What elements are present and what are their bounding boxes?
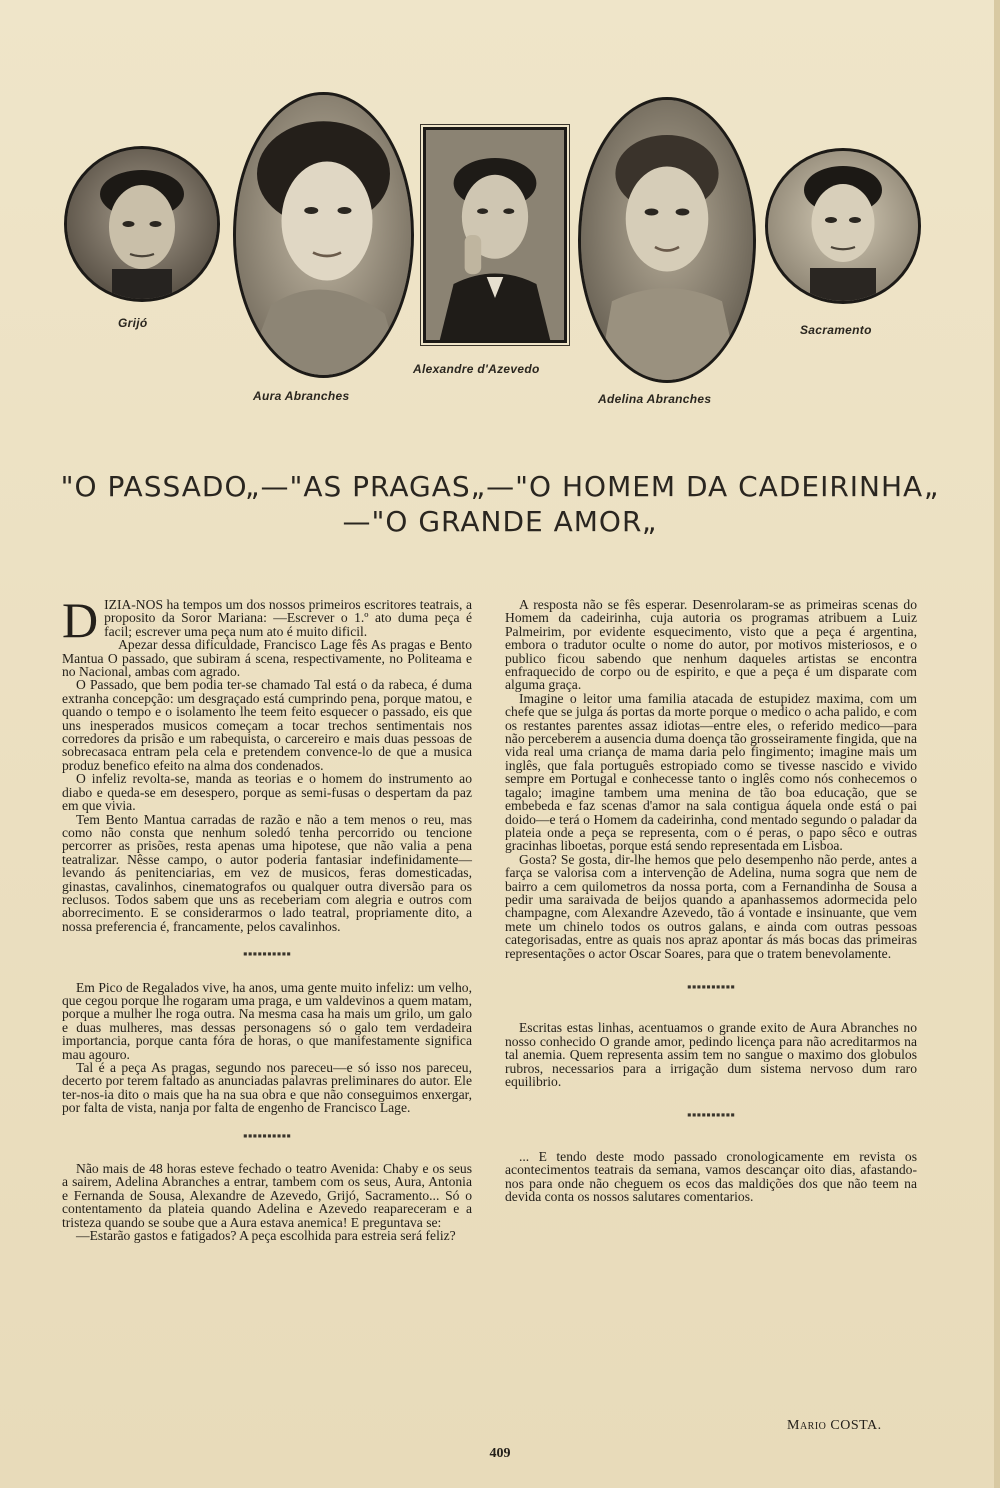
caption-sacramento: Sacramento [800,323,872,337]
left-paragraph-3: O Passado, que bem podia ter-se chamado Tal está o da rabeca, é duma extranha concepção: um desgraçado está cumprindo pena, porque matou, e quando o tempo e o isolamento lhe teem feito esquecer o passado, eis que uns inesperados musicos começam a tocar trechos sentimentais nos corredores da prisão e um rabequista, o carcereiro e mais duas pessoas de sobrecasaca entram pela cela e pretendem convence-lo de que a musica produz benefico efeito na alma dos condenados. [62,677,472,773]
left-paragraph-6: Em Pico de Regalados vive, ha anos, uma gente muito infeliz: um velho, que cegou porque lhe rogaram uma praga, e um valdevinos a quem matam, porque a mulher lhe roga outra. Na mesma casa ha mais um grilo, um galo e duas mulheres, mas dessas personagens só o galo tem verdadeira importancia, porque canta fóra de horas, o que manifestamente significa mau agouro. [62,979,472,1062]
left-paragraph-9: —Estarão gastos e fatigados? A peça escolhida para estreia será feliz? [76,1228,456,1244]
portrait-grijo-photo [67,149,217,299]
page-edge [994,0,1000,1488]
portrait-sacramento [765,148,921,304]
author-signature: Mario COSTA. [787,1418,882,1433]
caption-adelina: Adelina Abranches [598,392,712,406]
portrait-alexandre-photo [426,130,564,340]
portrait-alexandre [423,127,567,343]
caption-aura: Aura Abranches [253,389,350,403]
right-paragraph-5: ... E tendo deste modo passado cronologicamente em revista os acontecimentos teatrais da semana, vamos descançar oito dias, afastando-nos para onde não cheguem os ecos das maldições dos que não teem na devida conta os nossos salutares comentarios. [505,1148,917,1205]
section-separator: ▪▪▪▪▪▪▪▪▪▪ [242,1130,292,1140]
section-separator: ▪▪▪▪▪▪▪▪▪▪ [242,949,292,959]
left-paragraph-2: Apezar dessa dificuldade, Francisco Lage fês As pragas e Bento Mantua O passado, que subiram á scena, respectivamente, no Politeama e no Nacional, ambas com agrado. [62,637,472,680]
left-paragraph-1: DIZIA-NOS ha tempos um dos nossos primeiros escritores teatrais, a proposito da Soror Mariana: —Escrever o 1.º ato duma peça é facil; escrever uma peça num ato é muito dificil. [62,592,472,648]
caption-alexandre: Alexandre d'Azevedo [413,362,540,376]
article-headline-line-2: —"O GRANDE AMOR„ [342,505,658,538]
caption-grijo: Grijó [118,316,148,330]
right-paragraph-1: A resposta não se fês esperar. Desenrolaram-se as primeiras scenas do Homem da cadeirinha, cuja autoria os programas atribuem a Luiz Palmeirim, por evidente esquecimento, visto que a peça é argentina, embora o tradutor oculte o nome do autor, por motivos misteriosos, e o publico ficou sabendo que nenhum daqueles artistas se encontra enfraquecido de corpo ou de espirito, e que a peça é um disparate com alguma graça. [505,597,917,693]
portrait-aura [233,92,414,378]
right-paragraph-3: Gosta? Se gosta, dir-lhe hemos que pelo desempenho não perde, antes a farça se valorisa com a intervenção de Adelina, numa sogra que nem de bairro a cem quilometros da nossa porta, com a Fernandinha de Sousa a pedir uma saraivada de beijos quando a apanhassemos adormecida pelo champagne, com Alexandre Azevedo, tão á vontade e insinuante, que vem mete um chinelo todos os outros galans, e ainda com outras pessoas categorisadas, entre as quais nos apraz apontar ás más bocas das primeiras representações o actor Oscar Soares, para que o tratem benevolamente. [505,851,917,961]
portrait-sacramento-photo [768,151,918,301]
section-separator: ▪▪▪▪▪▪▪▪▪▪ [686,1110,736,1120]
right-paragraph-2: Imagine o leitor uma familia atacada de estupidez maxima, com um chefe que se julga ás portas da morte porque o medico o acha palido, e com os restantes parentes assaz idiotas—entre eles, o referido medico—para não perceberem a ausencia duma doença tão grosseiramente fingida, que na vida real uma criança de mama daria pelo fingimento; imagine mais um inglês, que fala português estropiado como se tivesse nascido e vivido sempre em Portugal e conhecesse tanto o inglês como nós conhecemos o tagalo; imagine tambem uma menina de tão boa educação, que se embebeda e faz scenas d'amor na sala contigua áquela onde está o pai doido—e terá o Homem da cadeirinha, cond mentado segundo o paladar da plateia onde a peça se representa, com o é peras, o papo sêco e outras gracinhas liboetas, porque está sendo representada em Lisboa. [505,690,917,854]
portrait-adelina [578,97,756,383]
right-paragraph-4: Escritas estas linhas, acentuamos o grande exito de Aura Abranches no nosso conhecido O grande amor, pedindo licença para não acreditarmos na tal anemia. Quem representa assim tem no sangue o maximo dos globulos rubros, necessarios para a irrigação dum sistema nervoso dum raro equilibrio. [505,1020,917,1089]
left-paragraph-8: Não mais de 48 horas esteve fechado o teatro Avenida: Chaby e os seus a sairem, Adelina Abranches a entrar, tambem com os seus, Aura, Antonia e Fernanda de Sousa, Alexandre de Azevedo, Grijó, Sacramento... Só o contentamento da plateia quando Adelina e Azevedo reapareceram e a tristeza quando se soube que a Aura estava anemica! E preguntava se: [62,1161,472,1230]
portrait-aura-photo [236,95,411,375]
page-number: 409 [489,1446,511,1461]
left-paragraph-4: O infeliz revolta-se, manda as teorias e o homem do instrumento ao diabo e queda-se em desespero, porque as semi-fusas o despertam da paz em que vivia. [62,771,472,814]
drop-cap: D [62,592,99,648]
section-separator: ▪▪▪▪▪▪▪▪▪▪ [686,981,736,991]
left-paragraph-7: Tal é a peça As pragas, segundo nos pareceu—e só isso nos pareceu, decerto por terem faltado as anunciadas palavras preliminares do autor. Ele ter-nos-ia dito o mais que ha na sua obra e que não conseguimos enxergar, por falta de vista, nanja por falta de engenho de Francisco Lage. [62,1060,472,1116]
right-column [505,598,917,1203]
portrait-adelina-photo [581,100,753,380]
portrait-grijo [64,146,220,302]
left-paragraph-5: Tem Bento Mantua carradas de razão e não a tem menos o reu, mas como não consta que nenhum soledó tenha percorrido ou tencione percorrer as prisões, resta apenas uma hipotese, que não valia a pena teatralizar. Nêsse campo, o autor poderia fantasiar indefinidamente—levando ás penitenciarias, em vez de musicos, feras domesticadas, ginastas, cavalinhos, cinematografos ou qualquer outra diversão para os reclusos. Todos sabem que uns as receberiam com alegria e outros com aborrecimento. E se considerarmos o lado teatral, propriamente dito, a nossa preferencia é, francamente, pelos cavalinhos. [62,811,472,934]
article-headline-line-1: "O PASSADO„—"AS PRAGAS„—"O HOMEM DA CADEIRINHA„ [60,470,940,503]
left-column [62,592,472,1244]
